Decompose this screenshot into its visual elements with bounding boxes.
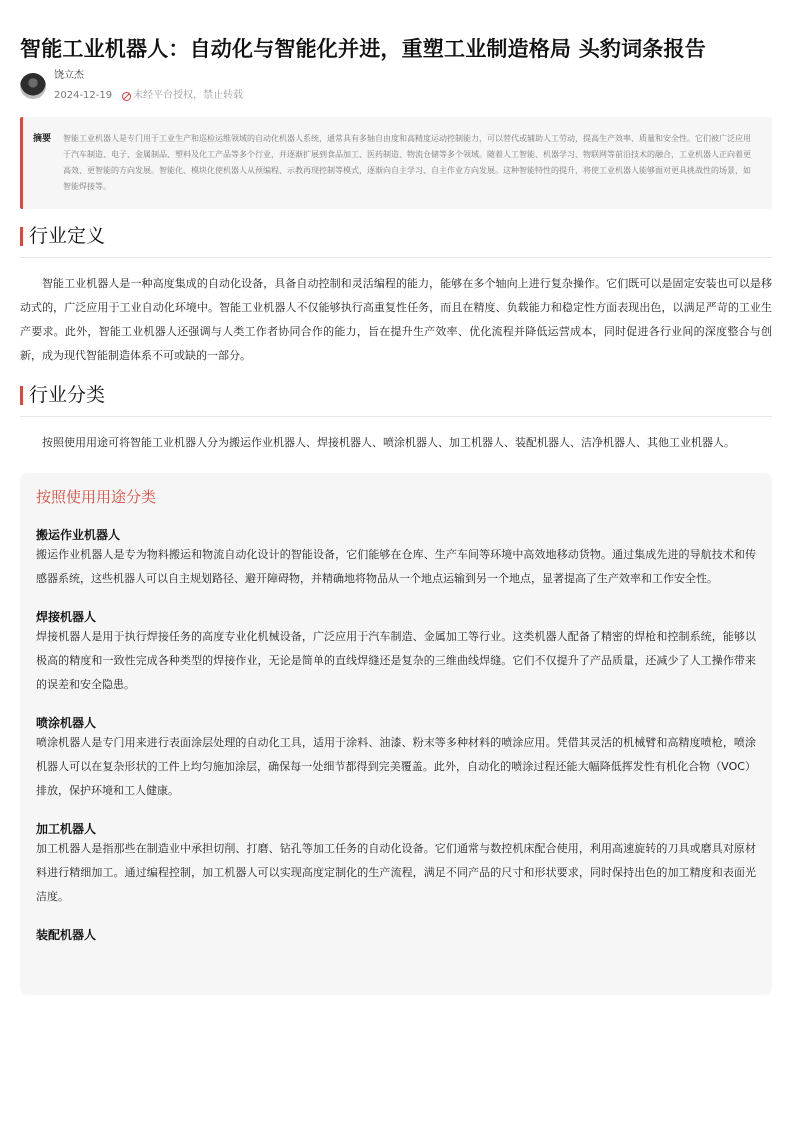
classification-card: [20, 473, 772, 995]
list-item: [36, 821, 756, 909]
section-title: 行业分类: [29, 384, 106, 406]
abstract-label: 摘要: [33, 134, 52, 144]
item-name: 喷涂机器人: [36, 716, 97, 730]
author-name[interactable]: 饶立杰: [54, 70, 84, 81]
list-item: [36, 715, 756, 803]
ban-icon: [122, 92, 131, 101]
copyright-notice: [122, 89, 243, 103]
section-accent-bar: [20, 386, 23, 405]
copyright-text: 未经平台授权，禁止转载: [133, 90, 244, 101]
article: [20, 36, 772, 995]
publish-date: 2024-12-19: [54, 90, 113, 101]
item-desc: 加工机器人是指那些在制造业中承担切削、打磨、钻孔等加工任务的自动化设备。它们通常与数控机床配合使用，利用高速旋转的刀具或磨具对原材料进行精细加工。通过编程控制，加工机器人可以实现高度定制化的生产流程，满足不同产品的尺寸和形状要求，同时保持出色的加工精度和表面光洁度。: [36, 842, 756, 903]
classification-paragraph: 按照使用用途可将智能工业机器人分为搬运作业机器人、焊接机器人、喷涂机器人、加工机器人、装配机器人、洁净机器人、其他工业机器人。: [42, 436, 735, 449]
article-title: 智能工业机器人：自动化与智能化并进，重塑工业制造格局 头豹词条报告: [20, 37, 706, 61]
item-name: 加工机器人: [36, 822, 97, 836]
author-row: [20, 69, 772, 107]
section-title: 行业定义: [29, 225, 106, 247]
item-name: 搬运作业机器人: [36, 528, 121, 542]
section-heading-classification: [20, 384, 772, 417]
item-desc: 搬运作业机器人是专为物料搬运和物流自动化设计的智能设备，它们能够在仓库、生产车间等环境中高效地移动货物。通过集成先进的导航技术和传感器系统，这些机器人可以自主规划路径、避开障碍物，并精确地将物品从一个地点运输到另一个地点，显著提高了生产效率和工作安全性。: [36, 548, 756, 585]
section-heading-definition: [20, 225, 772, 258]
list-item: [36, 609, 756, 697]
author-avatar[interactable]: [20, 73, 46, 99]
item-desc: 焊接机器人是用于执行焊接任务的高度专业化机械设备，广泛应用于汽车制造、金属加工等行业。这类机器人配备了精密的焊枪和控制系统，能够以极高的精度和一致性完成各种类型的焊接作业，无论是简单的直线焊缝还是复杂的三维曲线焊缝。它们不仅提升了产品质量，还减少了人工操作带来的误差和安全隐患。: [36, 630, 756, 691]
definition-paragraph: 智能工业机器人是一种高度集成的自动化设备，具备自动控制和灵活编程的能力，能够在多个轴向上进行复杂操作。它们既可以是固定安装也可以是移动式的，广泛应用于工业自动化环境中。智能工业机器人不仅能够执行高重复性任务，而且在精度、负载能力和稳定性方面表现出色，以满足严苛的工业生产要求。此外，智能工业机器人还强调与人类工作者协同合作的能力，旨在提升生产效率、优化流程并降低运营成本，同时促进各行业间的深度整合与创新，成为现代智能制造体系不可或缺的一部分。: [20, 277, 772, 362]
list-item: [36, 927, 756, 943]
section-accent-bar: [20, 227, 23, 246]
list-item: [36, 527, 756, 591]
abstract-box: [20, 117, 772, 209]
author-meta: [54, 69, 243, 103]
card-title: 按照使用用途分类: [36, 488, 157, 506]
item-name: 焊接机器人: [36, 610, 97, 624]
item-desc: 喷涂机器人是专门用来进行表面涂层处理的自动化工具，适用于涂料、油漆、粉末等多种材料的喷涂应用。凭借其灵活的机械臂和高精度喷枪，喷涂机器人可以在复杂形状的工件上均匀施加涂层，确保每一处细节都得到完美覆盖。此外，自动化的喷涂过程还能大幅降低挥发性有机化合物（VOC）排放，保护环境和工人健康。: [36, 736, 756, 797]
meta-line: [54, 89, 243, 103]
item-name: 装配机器人: [36, 928, 97, 942]
abstract-text: 智能工业机器人是专门用于工业生产和巡检运维领域的自动化机器人系统，通常具有多轴自由度和高精度运动控制能力，可以替代或辅助人工劳动，提高生产效率、质量和安全性。它们被广泛应用于汽车制造、电子、金属制品、塑料及化工产品等多个行业，并逐渐扩展到食品加工、医药制造、物流仓储等多个领域。随着人工智能、机器学习、物联网等前沿技术的融合，工业机器人正向着更高效、更智能的方向发展。智能化、模块化使机器人从预编程、示教再现控制等模式，逐渐向自主学习、自主作业方向发展。这种智能特性的提升，将使工业机器人能够面对更具挑战性的场景，如智能焊接等。: [63, 134, 751, 191]
